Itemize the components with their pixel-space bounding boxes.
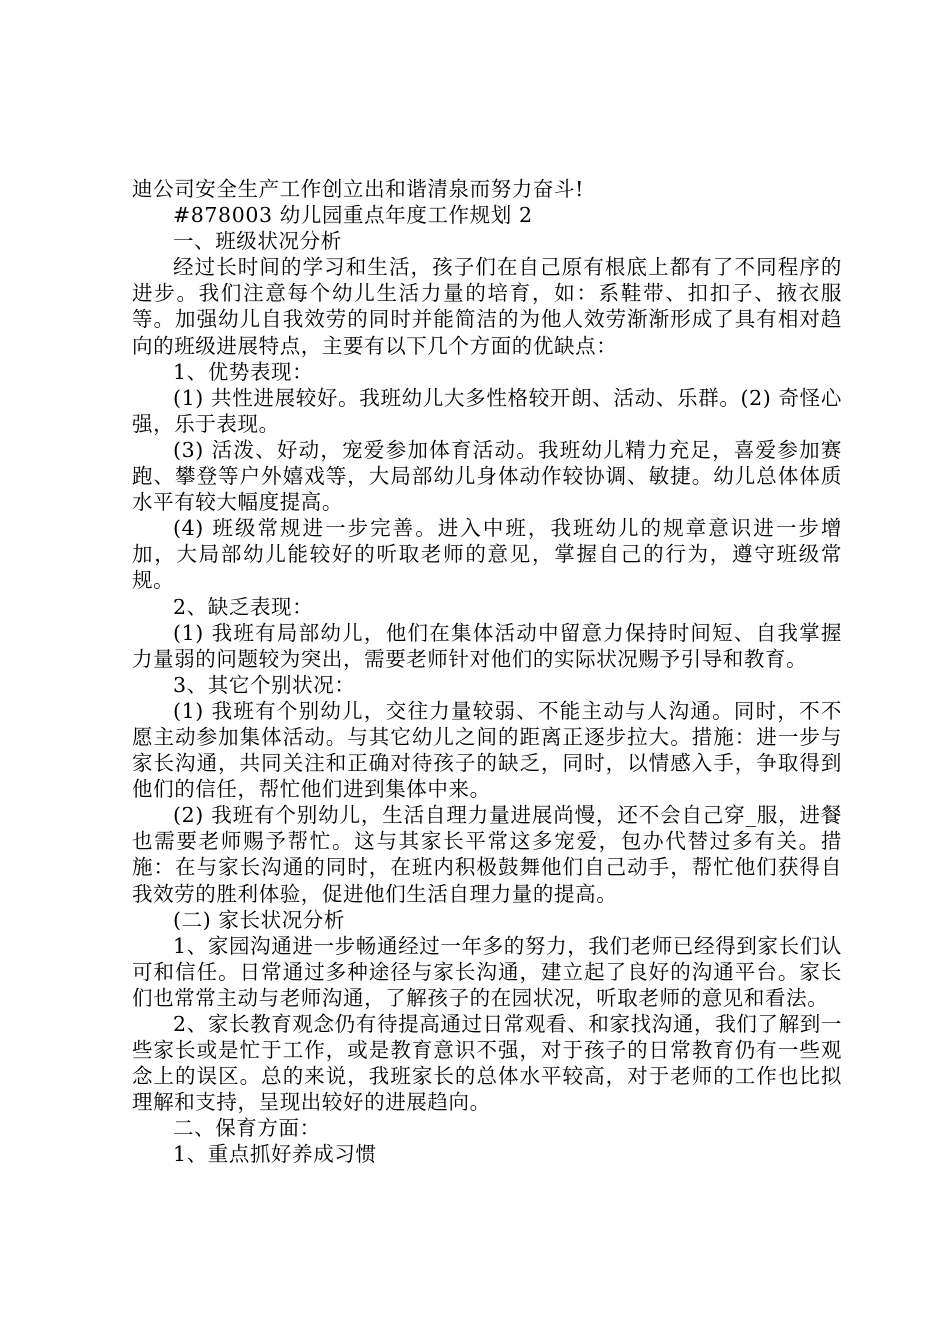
- document-body: [132, 176, 842, 1168]
- document-title: #878003 幼儿园重点年度工作规划 2: [173, 203, 533, 228]
- paragraph-parent-communication: 1、家园沟通进一步畅通经过一年多的努力，我们老师已经得到家长们认可和信任。日常通过多种途径与家长沟通，建立起了良好的沟通平台。家长们也常常主动与老师沟通，了解孩子的在园状况，听取老师的意见和看法。: [132, 933, 842, 1010]
- section-heading-care: 二、保育方面：: [173, 1116, 321, 1141]
- paragraph-other-case-2: (2) 我班有个别幼儿，生活自理力量进展尚慢，还不会自己穿_服，进餐也需要老师赐予帮忙。这与其家长平常这多宠爱，包办代替过多有关。措施：在与家长沟通的同时，在班内积极鼓舞他们自己动手，帮忙他们获得自我效劳的胜利体验，促进他们生活自理力量的提高。: [132, 803, 842, 906]
- section-heading-parent-analysis: (二) 家长状况分析: [173, 907, 346, 932]
- subheading-habits: 1、重点抓好养成习惯: [173, 1142, 377, 1167]
- paragraph-parent-education: 2、家长教育观念仍有待提高通过日常观看、和家找沟通，我们了解到一些家长或是忙于工作，或是教育意识不强，对于孩子的日常教育仍有一些观念上的误区。总的来说，我班家长的总体水平较高，对于老师的工作也比拟理解和支持，呈现出较好的进展趋向。: [132, 1012, 842, 1115]
- subheading-other-cases: 3、其它个别状况：: [173, 672, 356, 697]
- section-heading-class-analysis: 一、班级状况分析: [173, 229, 342, 254]
- paragraph-strength-4: (4) 班级常规进一步完善。进入中班，我班幼儿的规章意识进一步增加，大局部幼儿能较好的听取老师的意见，掌握自己的行为，遵守班级常规。: [132, 516, 842, 593]
- subheading-weaknesses: 2、缺乏表现：: [173, 594, 314, 619]
- paragraph-strength-1: (1) 共性进展较好。我班幼儿大多性格较开朗、活动、乐群。(2) 奇怪心强，乐于表现。: [132, 385, 842, 436]
- paragraph-closing-line: 迪公司安全生产工作创立出和谐清泉而努力奋斗!: [132, 177, 584, 201]
- paragraph-weakness-1: (1) 我班有局部幼儿，他们在集体活动中留意力保持时间短、自我掌握力量弱的问题较为突出，需要老师针对他们的实际状况赐予引导和教育。: [132, 620, 842, 671]
- subheading-strengths: 1、优势表现：: [173, 359, 314, 384]
- paragraph-other-case-1: (1) 我班有个别幼儿，交往力量较弱、不能主动与人沟通。同时，不不愿主动参加集体活动。与其它幼儿之间的距离正逐步拉大。措施：进一步与家长沟通，共同关注和正确对待孩子的缺乏，同时，以情感入手，争取得到他们的信任，帮忙他们进到集体中来。: [132, 698, 842, 802]
- paragraph-class-overview: 经过长时间的学习和生活，孩子们在自己原有根底上都有了不同程序的进步。我们注意每个幼儿生活力量的培育，如：系鞋带、扣扣子、掖衣服等。加强幼儿自我效劳的同时并能简洁的为他人效劳渐渐形成了具有相对趋向的班级进展特点，主要有以下几个方面的优缺点：: [132, 255, 842, 358]
- paragraph-strength-3: (3) 活泼、好动，宠爱参加体育活动。我班幼儿精力充足，喜爱参加赛跑、攀登等户外嬉戏等，大局部幼儿身体动作较协调、敏捷。幼儿总体体质水平有较大幅度提高。: [132, 437, 842, 515]
